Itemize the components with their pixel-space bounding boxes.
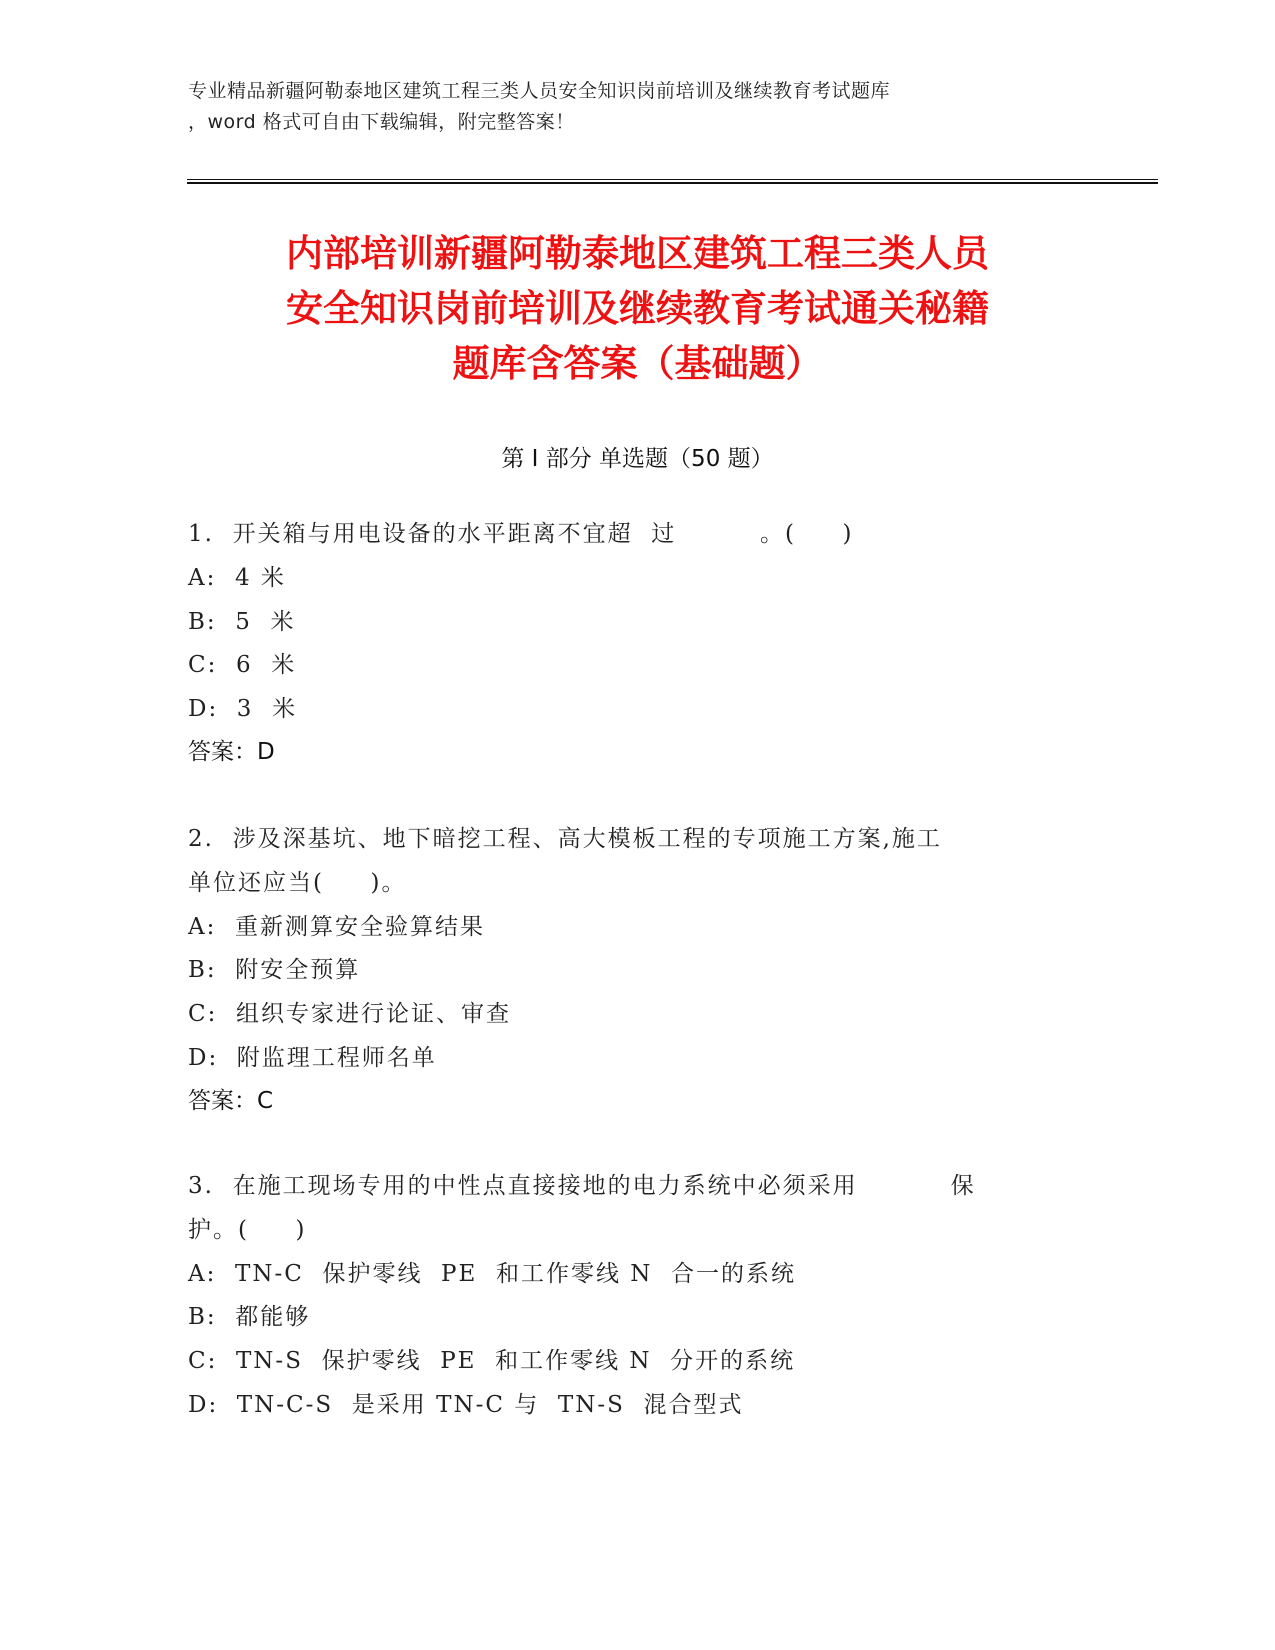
question-2-option-a: A: 重新测算安全验算结果 bbox=[188, 914, 485, 940]
question-3-option-c: C: TN-S 保护零线 PE 和工作零线 N 分开的系统 bbox=[188, 1348, 796, 1374]
question-1-stem: 1. 开关箱与用电设备的水平距离不宜超 过 。( ) bbox=[188, 521, 854, 547]
header-note-line-1: 专业精品新疆阿勒泰地区建筑工程三类人员安全知识岗前培训及继续教育考试题库 bbox=[188, 80, 891, 102]
question-3-stem-line-2: 护。( ) bbox=[188, 1217, 307, 1243]
title-line-1: 内部培训新疆阿勒泰地区建筑工程三类人员 bbox=[286, 232, 989, 275]
header-divider-thick bbox=[187, 182, 1158, 184]
question-3-option-b: B: 都能够 bbox=[188, 1304, 311, 1330]
question-2-answer: 答案：C bbox=[188, 1088, 274, 1114]
question-1-option-d: D: 3 米 bbox=[188, 696, 298, 722]
section-title: 第 I 部分 单选题（50 题） bbox=[501, 446, 774, 472]
header-note-line-2: ，word 格式可自由下载编辑，附完整答案！ bbox=[188, 111, 575, 133]
title-line-3: 题库含答案（基础题） bbox=[452, 342, 823, 385]
question-2-option-d: D: 附监理工程师名单 bbox=[188, 1045, 437, 1071]
question-1-option-b: B: 5 米 bbox=[188, 609, 296, 635]
question-1-option-a: A: 4 米 bbox=[188, 565, 286, 591]
header-divider-thin bbox=[187, 179, 1158, 180]
question-2-stem-line-1: 2. 涉及深基坑、地下暗挖工程、高大模板工程的专项施工方案,施工 bbox=[188, 826, 942, 852]
header-note bbox=[188, 76, 1088, 138]
question-3-option-a: A: TN-C 保护零线 PE 和工作零线 N 合一的系统 bbox=[188, 1261, 797, 1287]
question-1-answer: 答案：D bbox=[188, 739, 275, 765]
question-3-option-d: D: TN-C-S 是采用 TN-C 与 TN-S 混合型式 bbox=[188, 1392, 744, 1418]
title-line-2: 安全知识岗前培训及继续教育考试通关秘籍 bbox=[286, 287, 989, 330]
question-2-option-c: C: 组织专家进行论证、审查 bbox=[188, 1001, 511, 1027]
question-3-stem-line-1: 3. 在施工现场专用的中性点直接接地的电力系统中必须采用 保 bbox=[188, 1173, 976, 1199]
document-title bbox=[150, 226, 1125, 391]
question-1-option-c: C: 6 米 bbox=[188, 652, 297, 678]
question-2-stem-line-2: 单位还应当( )。 bbox=[188, 870, 407, 896]
question-2-option-b: B: 附安全预算 bbox=[188, 957, 361, 983]
